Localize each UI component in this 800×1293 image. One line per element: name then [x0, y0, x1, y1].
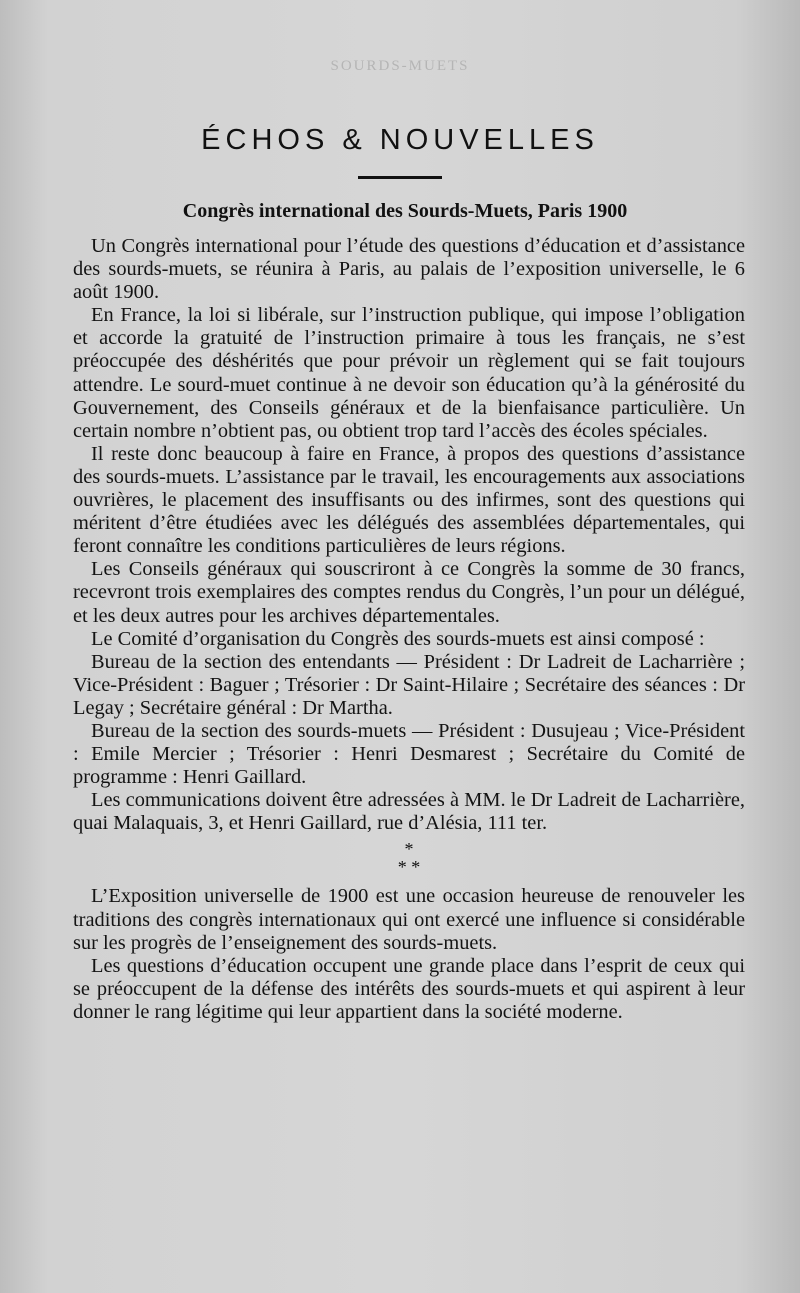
article-body	[73, 235, 745, 1024]
paragraph: En France, la loi si libérale, sur l’instruction publique, qui impose l’obligation et accorde la gratuité de l’instruction primaire à tous les français, ne s’est préoccupée des déshérités que pour prévoir un règlement qui se fait toujours attendre. Le sourd-muet continue à ne devoir son éducation qu’à la générosité du Gouvernement, des Conseils généraux et de la bienfaisance particulière. Un certain nombre n’obtient pas, ou obtient trop tard l’accès des écoles spéciales.	[73, 304, 745, 442]
paragraph: Bureau de la section des entendants — Président : Dr Ladreit de Lacharrière ; Vice-Président : Baguer ; Trésorier : Dr Saint-Hilaire ; Secrétaire des séances : Dr Legay ; Secrétaire général : Dr Martha.	[73, 650, 745, 719]
paragraph: Bureau de la section des sourds-muets — Président : Dusujeau ; Vice-Président : Emile Mercier ; Trésorier : Henri Desmarest ; Secrétaire du Comité de programme : Henri Gaillard.	[73, 719, 745, 789]
running-head: SOURDS-MUETS	[330, 58, 470, 74]
article-continuation	[73, 885, 745, 1024]
paragraph: Les communications doivent être adressées à MM. le Dr Ladreit de Lacharrière, quai Malaquais, 3, et Henri Gaillard, rue d’Alésia, 111 ter.	[73, 789, 745, 835]
separator-line: * *	[397, 857, 421, 878]
paragraph: Il reste donc beaucoup à faire en France, à propos des questions d’assistance des sourds-muets. L’assistance par le travail, les encouragements aux associations ouvrières, le placement des insuffisants ou des infirmes, sont des questions qui méritent d’être étudiées avec les délégués des assemblées départementales, qui feront connaître les conditions particulières de leurs régions.	[73, 442, 745, 558]
asterism-separator	[73, 841, 745, 877]
paragraph: Les questions d’éducation occupent une grande place dans l’esprit de ceux qui se préoccupent de la défense des intérêts des sourds-muets et qui aspirent à leur donner le rang légitime qui leur appartient dans la société moderne.	[73, 954, 745, 1023]
paragraph: L’Exposition universelle de 1900 est une occasion heureuse de renouveler les traditions des congrès internationaux qui ont exercé une influence si considérable sur les progrès de l’enseignement des sourds-muets.	[73, 885, 745, 954]
separator-line: *	[404, 839, 414, 860]
paragraph: Le Comité d’organisation du Congrès des sourds-muets est ainsi composé :	[91, 627, 705, 650]
section-title: ÉCHOS & NOUVELLES	[201, 124, 599, 156]
paragraph: Les Conseils généraux qui souscriront à ce Congrès la somme de 30 francs, recevront trois exemplaires des comptes rendus du Congrès, l’un pour un délégué, et les deux autres pour les archives départementales.	[73, 558, 745, 627]
article-title: Congrès international des Sourds-Muets, Paris 1900	[182, 200, 628, 222]
paragraph: Un Congrès international pour l’étude des questions d’éducation et d’assistance des sourds-muets, se réunira à Paris, au palais de l’exposition universelle, le 6 août 1900.	[73, 235, 745, 304]
title-rule	[358, 176, 442, 179]
